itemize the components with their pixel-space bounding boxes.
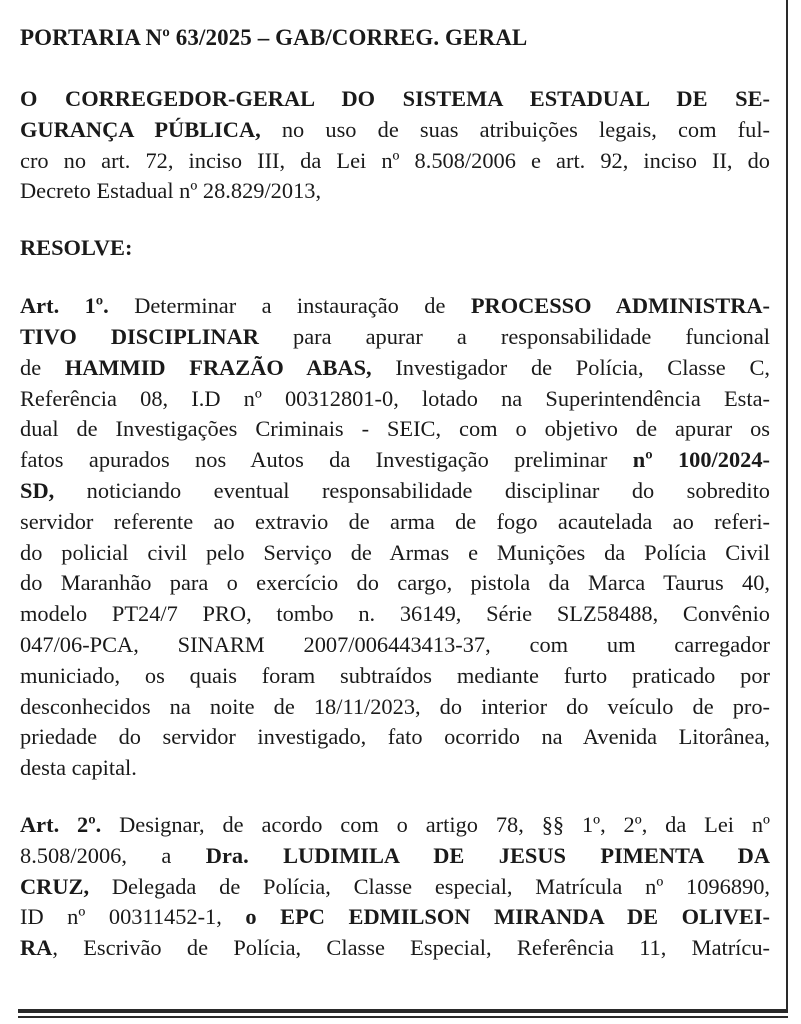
text-column	[20, 22, 770, 990]
preamble-paragraph: O CORREGEDOR-GERAL DO SISTEMA ESTADUAL DE SE- GURANÇA PÚBLICA, no uso de suas atribuições legais, com ful- cro no art. 72, inciso III, da Lei nº 8.508/2006 e art. 92, inciso II, do Decreto Estadual nº 28.829/2013,	[20, 86, 770, 204]
column-divider	[786, 0, 788, 1010]
investigated-name: HAMMID FRAZÃO ABAS,	[64, 354, 372, 380]
resolve-heading: RESOLVE:	[20, 235, 133, 261]
article-2-label: Art. 2º.	[20, 811, 102, 837]
bottom-rule	[18, 1009, 788, 1013]
article-2: Art. 2º. Designar, de acordo com o artigo 78, §§ 1º, 2º, da Lei nº 8.508/2006, a Dra. LUDIMILA DE JESUS PIMENTA DA CRUZ, Delegada de Polícia, Classe especial, Matrícula nº 1096890, ID nº 00311452-1, o EPC EDMILSON MIRANDA DE OLIVEI- RA, Escrivão de Polícia, Classe Especial, Referência 11, Matrícu-	[20, 811, 770, 961]
article-1: Art. 1º. Determinar a instauração de PROCESSO ADMINISTRA- TIVO DISCIPLINAR para apurar a responsabilidade funcional de HAMMID FRAZÃO ABAS, Investigador de Polícia, Classe C, Referência 08, I.D nº 00312801-0, lotado na Superintendência Esta- dual de Investigações Criminais - SEIC, com o objetivo de apurar os fatos apurados nos Autos da Investigação preliminar nº 100/2024- SD, noticiando eventual responsabilidade disciplinar do sobredito servidor referente ao extravio de arma de fogo acautelada ao referi- do policial civil pelo Serviço de Armas e Munições da Polícia Civil do Maranhão para o exercício do cargo, pistola da Marca Taurus 40, modelo PT24/7 PRO, tombo n. 36149, Série SLZ58488, Convênio 047/06-PCA, SINARM 2007/006443413-37, com um carregador municiado, os quais foram subtraídos mediante furto praticado por desconhecidos na noite de 18/11/2023, do interior do veículo de pro- priedade do servidor investigado, fato ocorrido na Avenida Litorânea, desta capital.	[20, 293, 770, 781]
article-1-label: Art. 1º.	[20, 293, 109, 319]
authority-name: O CORREGEDOR-GERAL DO SISTEMA ESTADUAL DE SE-	[20, 86, 770, 111]
bottom-rule-thin	[18, 1016, 788, 1018]
document-title: PORTARIA Nº 63/2025 – GAB/CORREG. GERAL	[20, 25, 528, 50]
